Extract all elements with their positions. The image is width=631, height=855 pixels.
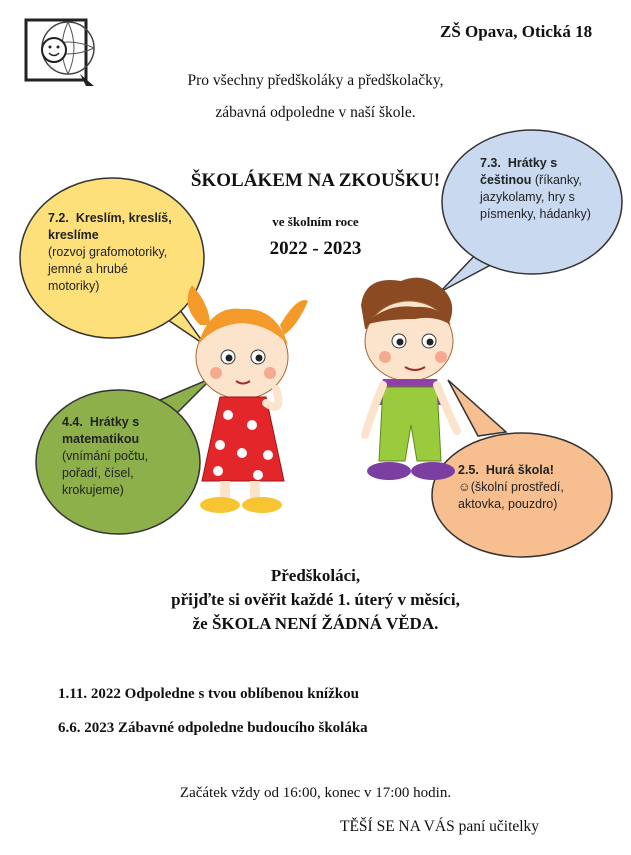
message-line-2: přijďte si ověřit každé 1. úterý v měsíci, bbox=[171, 590, 460, 609]
intro-line-1: Pro všechny předškoláky a předškolačky, bbox=[187, 72, 444, 89]
bubble-4-date: 2.5. bbox=[458, 463, 479, 477]
bubble-kreslim bbox=[48, 210, 178, 295]
time-note: Začátek vždy od 16:00, konec v 17:00 hodin. bbox=[179, 785, 452, 801]
school-year: 2022 - 2023 bbox=[269, 238, 362, 259]
bubble-3-detail: (vnímání počtu, pořadí, čísel, krokujeme) bbox=[62, 449, 149, 497]
message-line-3: že ŠKOLA NENÍ ŽÁDNÁ VĚDA. bbox=[192, 614, 439, 633]
bubble-3-date: 4.4. bbox=[62, 415, 83, 429]
message-line-1: Předškoláci, bbox=[270, 566, 361, 585]
bubble-hura-skola bbox=[458, 462, 588, 513]
bubble-cestina bbox=[480, 155, 598, 223]
bubble-2-date: 7.3. bbox=[480, 156, 501, 170]
bubble-4-detail: ☺(školní prostředí, aktovka, pouzdro) bbox=[458, 480, 564, 511]
bubble-1-date: 7.2. bbox=[48, 211, 69, 225]
page-title: ŠKOLÁKEM NA ZKOUŠKU! bbox=[190, 170, 441, 191]
boy-illustration bbox=[345, 275, 475, 495]
school-name: ZŠ Opava, Otická 18 bbox=[440, 22, 593, 41]
intro-line-2: zábavná odpoledne v naší škole. bbox=[215, 104, 416, 121]
year-label: ve školním roce bbox=[272, 214, 359, 229]
bubble-2-heading: Hrátky s češtinou bbox=[480, 156, 558, 187]
bubble-1-detail: (rozvoj grafomotoriky, jemné a hrubé motoriky) bbox=[48, 245, 168, 293]
bubble-3-heading: Hrátky s matematikou bbox=[62, 415, 140, 446]
event-item-1: 1.11. 2022 Odpoledne s tvou oblíbenou knížkou bbox=[58, 686, 359, 702]
bubble-1-heading: Kreslím, kreslíš, kreslíme bbox=[48, 211, 172, 242]
girl-illustration bbox=[180, 285, 310, 515]
bubble-4-heading: Hurá škola! bbox=[485, 463, 554, 477]
closing-line: TĚŠÍ SE NA VÁS paní učitelky bbox=[340, 818, 540, 835]
bubble-2-detail: (říkanky, jazykolamy, hry s písmenky, hádanky) bbox=[480, 173, 591, 221]
bubble-matematika bbox=[62, 414, 182, 499]
event-item-2: 6.6. 2023 Zábavné odpoledne budoucího školáka bbox=[58, 720, 368, 736]
